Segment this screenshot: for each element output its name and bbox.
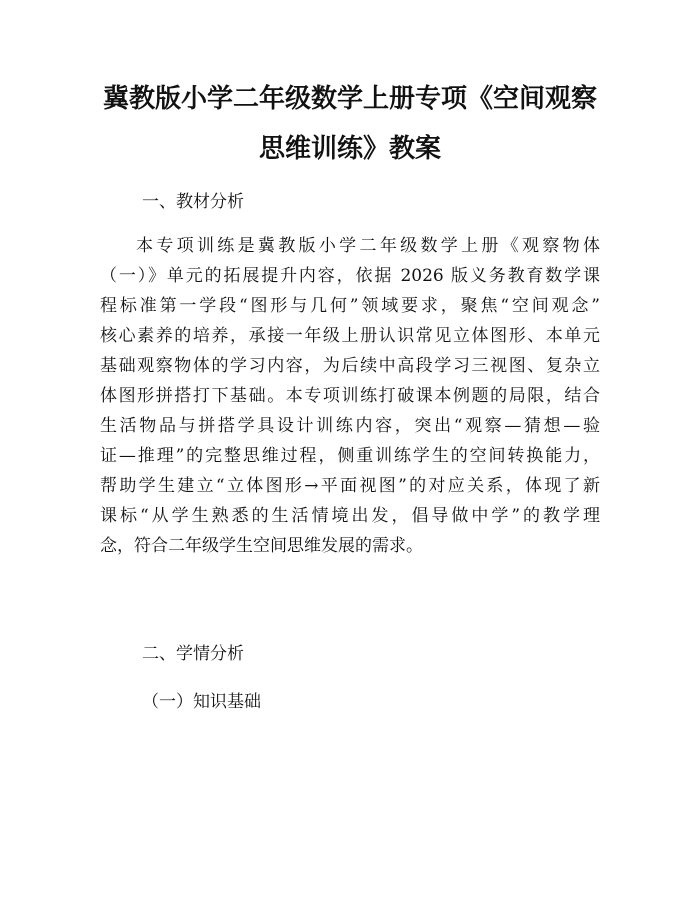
paragraph-line: 证—推理”的完整思维过程，侧重训练学生的空间转换能力，: [100, 446, 600, 466]
section-heading-textbook-analysis: 一、教材分析: [142, 192, 244, 212]
textbook-analysis-paragraph: [100, 231, 600, 561]
paragraph-line: 基础观察物体的学习内容，为后续中高段学习三视图、复杂立: [100, 356, 600, 376]
paragraph-line: 核心素养的培养，承接一年级上册认识常见立体图形、本单元: [100, 326, 600, 346]
paragraph-line: 念，符合二年级学生空间思维发展的需求。: [100, 536, 423, 556]
paragraph-line: 体图形拼搭打下基础。本专项训练打破课本例题的局限，结合: [100, 386, 600, 406]
paragraph-line: （一）》单元的拓展提升内容，依据 2026 版义务教育数学课: [100, 266, 600, 286]
document-title-line-2: 思维训练》教案: [258, 134, 441, 164]
section-heading-learner-analysis: 二、学情分析: [142, 644, 244, 664]
paragraph-line: 课标“从学生熟悉的生活情境出发，倡导做中学”的教学理: [100, 506, 600, 526]
paragraph-line: 程标准第一学段“图形与几何”领域要求，聚焦“空间观念”: [100, 296, 600, 316]
paragraph-line: 帮助学生建立“立体图形→平面视图”的对应关系，体现了新: [100, 476, 600, 496]
document-title-line-1: 冀教版小学二年级数学上册专项《空间观察: [102, 84, 597, 114]
paragraph-line: 生活物品与拼搭学具设计训练内容，突出“观察—猜想—验: [100, 416, 600, 436]
sub-heading-knowledge-foundation: （一）知识基础: [142, 692, 261, 712]
paragraph-line: 本专项训练是冀教版小学二年级数学上册《观察物体: [136, 236, 600, 256]
